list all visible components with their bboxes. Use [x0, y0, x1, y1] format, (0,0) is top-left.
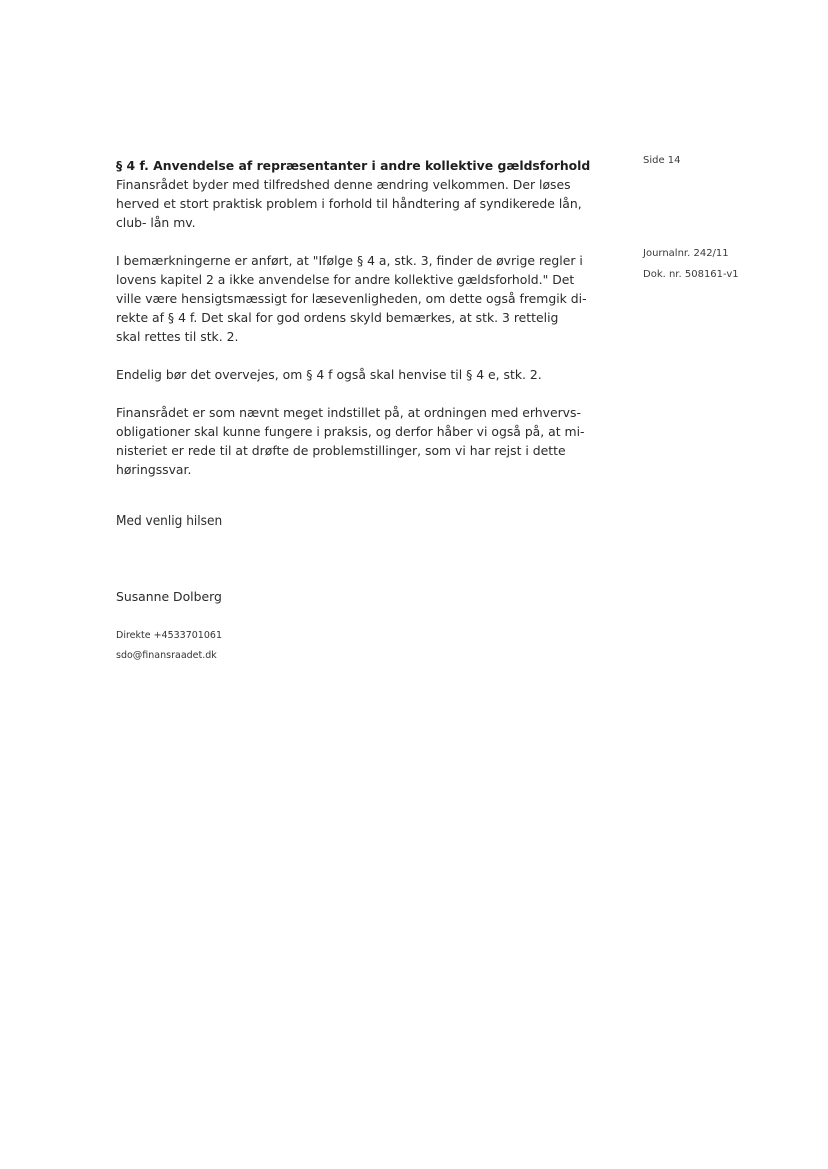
paragraph-line: ville være hensigtsmæssigt for læsevenligheden, om dette også fremgik di- — [116, 291, 587, 306]
paragraph-line: Endelig bør det overvejes, om § 4 f også skal henvise til § 4 e, stk. 2. — [116, 367, 542, 382]
paragraph-2 — [116, 251, 611, 346]
paragraph-line: I bemærkningerne er anført, at "Ifølge § 4 a, stk. 3, finder de øvrige regler i — [116, 253, 583, 268]
journal-number: Journalnr. 242/11 — [643, 248, 729, 259]
paragraph-1 — [116, 175, 611, 232]
signer-name: Susanne Dolberg — [116, 589, 222, 604]
paragraph-line: lovens kapitel 2 a ikke anvendelse for andre kollektive gældsforhold." Det — [116, 272, 575, 287]
paragraph-line: obligationer skal kunne fungere i praksis, og derfor håber vi også på, at mi- — [116, 424, 585, 439]
email-address[interactable]: sdo@finansraadet.dk — [116, 650, 217, 661]
paragraph-line: Finansrådet er som nævnt meget indstillet på, at ordningen med erhvervs- — [116, 405, 581, 420]
paragraph-4 — [116, 403, 611, 479]
paragraph-3 — [116, 365, 611, 384]
closing-greeting: Med venlig hilsen — [116, 513, 223, 529]
paragraph-line: nisteriet er rede til at drøfte de problemstillinger, som vi har rejst i dette — [116, 443, 566, 458]
paragraph-line: rekte af § 4 f. Det skal for god ordens skyld bemærkes, at stk. 3 rettelig — [116, 310, 559, 325]
paragraph-line: høringssvar. — [116, 462, 192, 477]
paragraph-line: club- lån mv. — [116, 215, 196, 230]
paragraph-line: herved et stort praktisk problem i forhold til håndtering af syndikerede lån, — [116, 196, 582, 211]
document-number: Dok. nr. 508161-v1 — [643, 269, 739, 280]
direct-phone: Direkte +4533701061 — [116, 630, 222, 641]
paragraph-line: skal rettes til stk. 2. — [116, 329, 239, 344]
paragraph-line: Finansrådet byder med tilfredshed denne ændring velkommen. Der løses — [116, 177, 571, 192]
page-number: Side 14 — [643, 155, 681, 166]
section-heading: § 4 f. Anvendelse af repræsentanter i andre kollektive gældsforhold — [116, 158, 591, 173]
main-content — [116, 157, 611, 479]
